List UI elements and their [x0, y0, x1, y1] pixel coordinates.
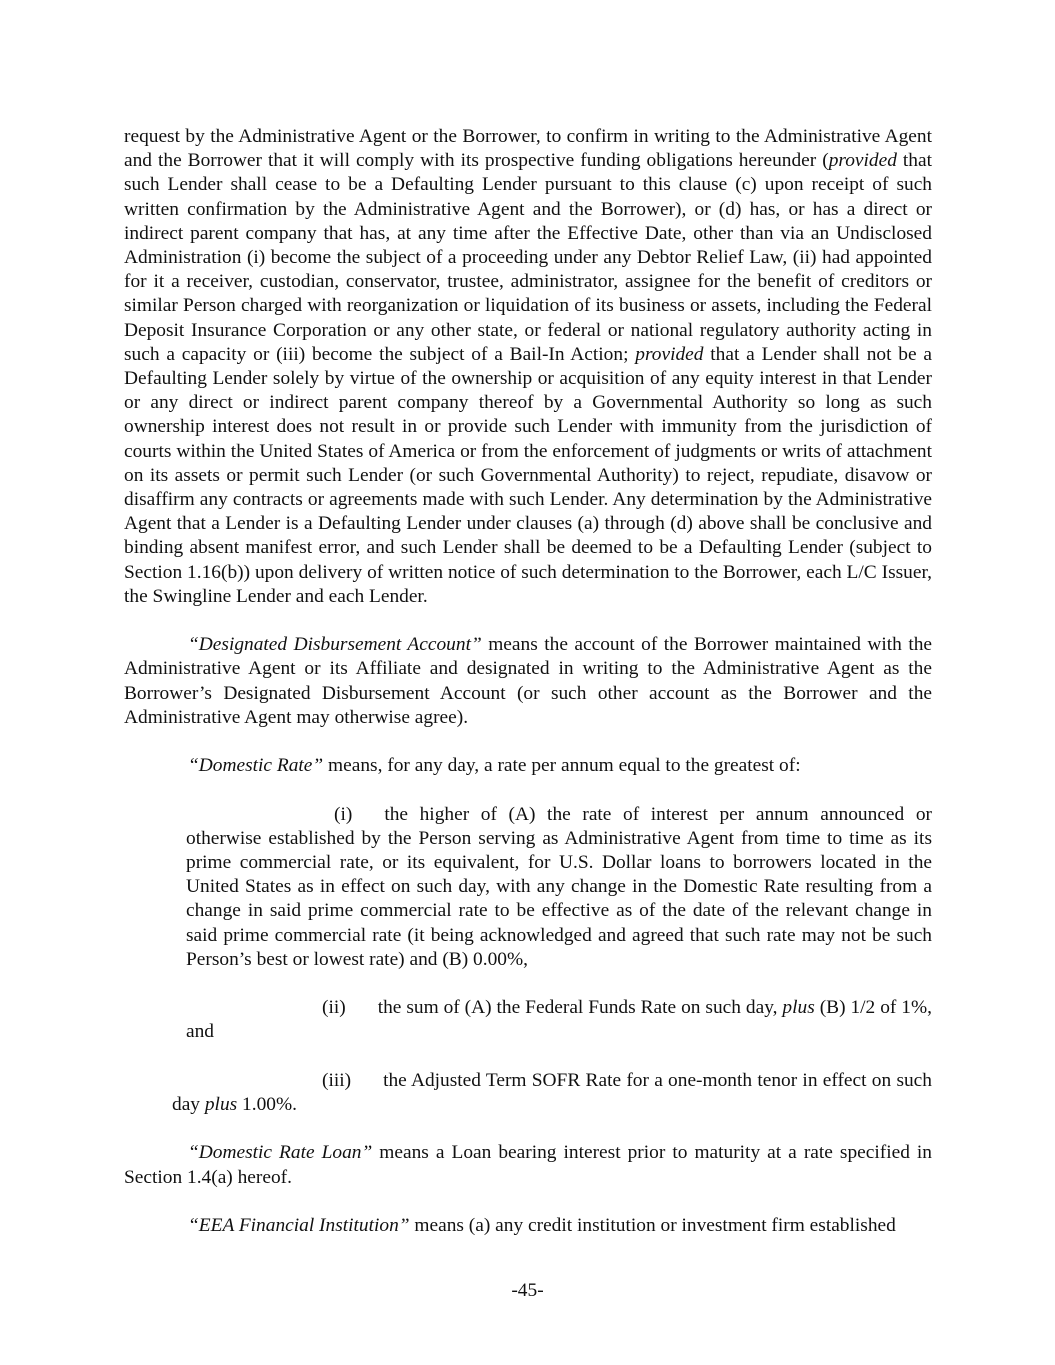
defined-term: “Domestic Rate Loan”	[188, 1142, 373, 1164]
page-number: -45-	[511, 1280, 544, 1301]
document-page	[124, 125, 932, 1262]
clause-number: (ii)	[322, 997, 346, 1019]
defaulting-lender-continuation: request by the Administrative Agent or the Borrower, to confirm in writing to the Administrative Agent and the Borrower that it will comply with its prospective funding obligations hereunder (provided that such Lender shall cease to be a Defaulting Lender pursuant to this clause (c) upon receipt of such written confirmation by the Administrative Agent and the Borrower), or (d) has, or has a direct or indirect parent company that has, at any time after the Effective Date, other than via an Undisclosed Administration (i) become the subject of a proceeding under any Debtor Relief Law, (ii) had appointed for it a receiver, custodian, conservator, trustee, administrator, assignee for the benefit of creditors or similar Person charged with reorganization or liquidation of its business or assets, including the Federal Deposit Insurance Corporation or any other state, or federal or national regulatory authority acting in such a capacity or (iii) become the subject of a Bail-In Action; provided that a Lender shall not be a Defaulting Lender solely by virtue of the ownership or acquisition of any equity interest in that Lender or any direct or indirect parent company thereof by a Governmental Authority so long as such ownership interest does not result in or provide such Lender with immunity from the jurisdiction of courts within the United States of America or from the enforcement of judgments or writs of attachment on its assets or permit such Lender (or such Governmental Authority) to reject, repudiate, disavow or disaffirm any contracts or agreements made with such Lender. Any determination by the Administrative Agent that a Lender is a Defaulting Lender under clauses (a) through (d) above shall be conclusive and binding absent manifest error, and such Lender shall be deemed to be a Defaulting Lender (subject to Section 1.16(b)) upon delivery of written notice of such determination to the Borrower, each L/C Issuer, the Swingline Lender and each Lender.	[124, 126, 932, 607]
defined-term: “Designated Disbursement Account”	[188, 634, 482, 656]
defined-term: “Domestic Rate”	[188, 755, 324, 777]
defined-term: “EEA Financial Institution”	[188, 1215, 410, 1237]
definition-domestic-rate: “Domestic Rate” means, for any day, a rate per annum equal to the greatest of:	[188, 755, 801, 777]
definition-domestic-rate-loan: “Domestic Rate Loan” means a Loan bearing interest prior to maturity at a rate specified in Section 1.4(a) hereof.	[124, 1142, 932, 1188]
domestic-rate-clause-iii: (iii) the Adjusted Term SOFR Rate for a one-month tenor in effect on such day plus 1.00%.	[172, 1069, 932, 1116]
domestic-rate-clause-ii: (ii) the sum of (A) the Federal Funds Rate on such day, plus (B) 1/2 of 1%, and	[186, 997, 932, 1043]
clause-number: (iii)	[322, 1069, 352, 1091]
definition-designated-disbursement-account: “Designated Disbursement Account” means the account of the Borrower maintained with the Administrative Agent or its Affiliate and designated in writing to the Administrative Agent as the Borrower’s Designated Disbursement Account (or such other account as the Borrower and the Administrative Agent may otherwise agree).	[124, 634, 933, 728]
clause-number: (i)	[334, 803, 353, 825]
domestic-rate-clause-i: (i) the higher of (A) the rate of interest per annum announced or otherwise established by the Person serving as Administrative Agent from time to time as its prime commercial rate, or its equivalent, for U.S. Dollar loans to borrowers located in the United States as in effect on such day, with any change in the Domestic Rate resulting from a change in said prime commercial rate to be effective as of the date of the relevant change in said prime commercial rate (it being acknowledged and agreed that such rate may not be such Person’s best or lowest rate) and (B) 0.00%,	[186, 803, 932, 970]
definition-eea-financial-institution: “EEA Financial Institution” means (a) any credit institution or investment firm established	[188, 1215, 896, 1237]
